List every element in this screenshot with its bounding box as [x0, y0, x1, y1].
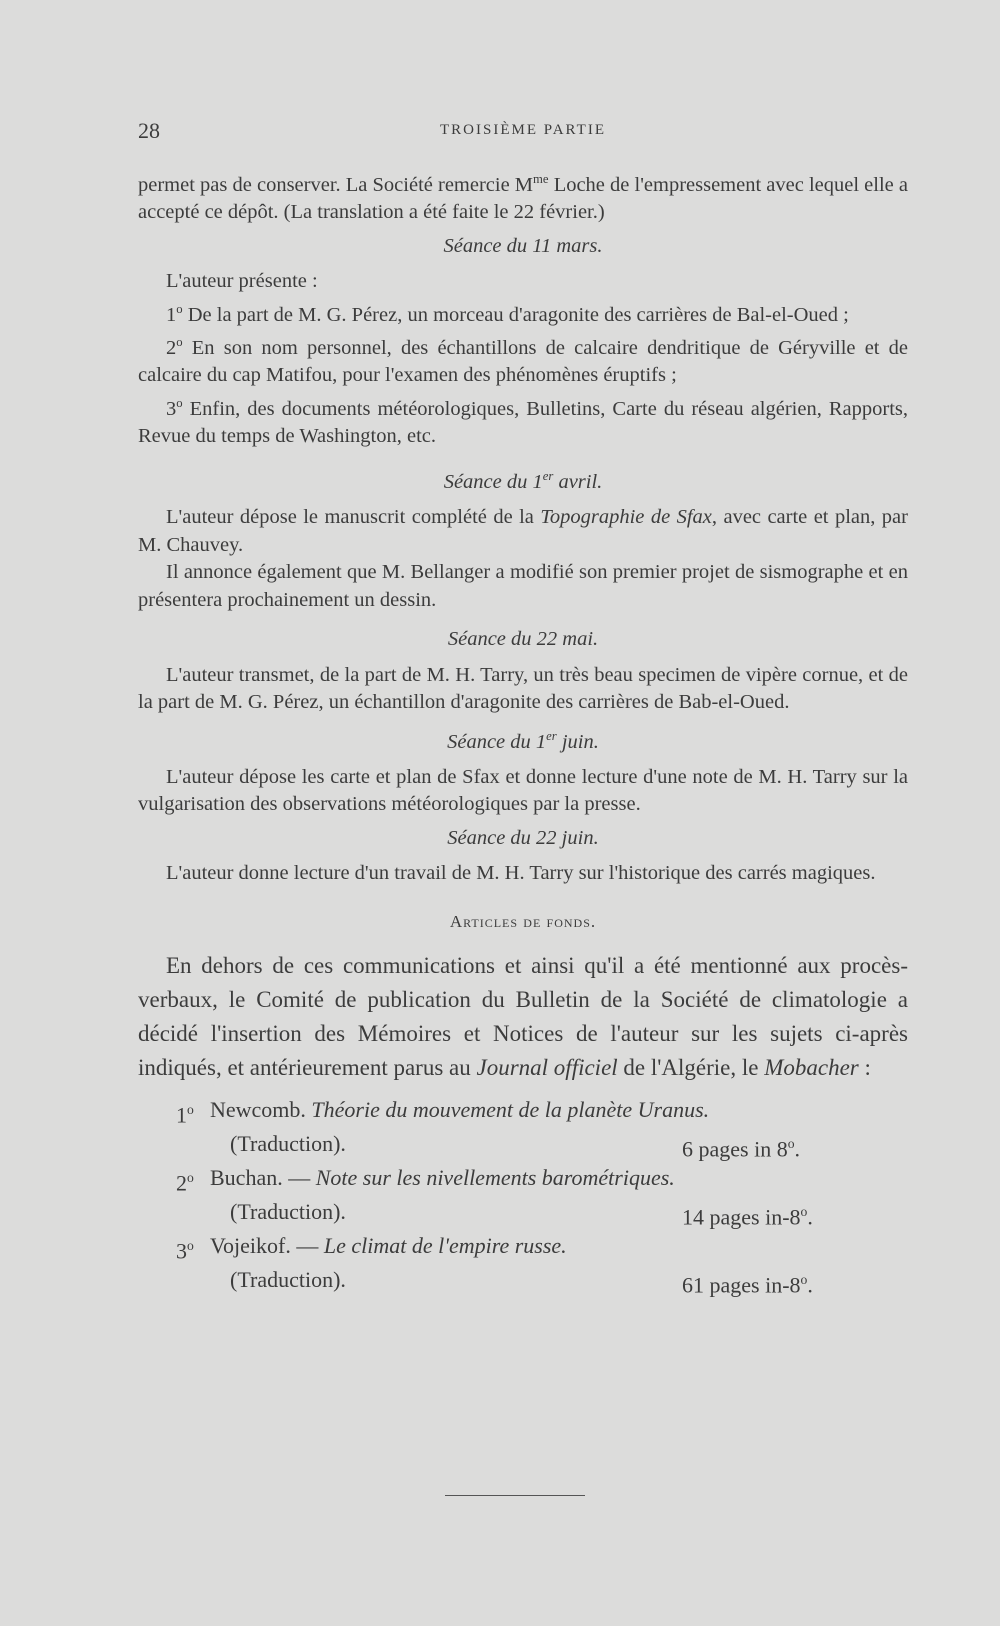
work-number: 2$^o$	[176, 1170, 194, 1196]
work-title: Théorie du mouvement de la planète Uranus.	[311, 1097, 710, 1123]
closing-rule	[445, 1495, 585, 1496]
paragraph: Il annonce également que M. Bellanger a modifié son premier projet de sismographe et en présentera prochainement un dessin.	[138, 561, 908, 611]
item-number: 1	[166, 303, 177, 326]
superscript: o	[176, 301, 183, 316]
paragraph	[138, 504, 908, 559]
paragraph-continuation	[138, 166, 908, 227]
superscript: o	[176, 335, 183, 350]
work-number: 3$^o$	[176, 1238, 194, 1264]
text: Séance du 1	[447, 730, 547, 753]
work-note: (Traduction).	[230, 1199, 346, 1225]
superscript: er	[542, 468, 554, 483]
italic-title: Topographie de Sfax	[540, 506, 712, 529]
work-item	[138, 1161, 908, 1195]
work-title-line: Vojeikof. — Le climat de l'empire russe.	[210, 1233, 567, 1259]
paragraph-large	[138, 949, 908, 1085]
seance-heading: Séance du 11 mars.	[443, 234, 603, 257]
item-text: En son nom personnel, des échantillons de calcaire dendritique de Géryville et de calcaire du cap Matifou, pour l'examen des phénomènes éruptifs ;	[138, 336, 908, 387]
work-title-line: Buchan. — Note sur les nivellements barométriques.	[210, 1165, 675, 1191]
works-list	[138, 1093, 908, 1297]
work-detail	[138, 1127, 908, 1161]
work-detail	[138, 1263, 908, 1297]
text: Séance du 1	[443, 470, 543, 493]
italic-title: Journal officiel	[476, 1055, 618, 1081]
work-number: 1$^o$	[176, 1102, 194, 1128]
work-pages: 14 pages in-8$^o$.	[682, 1204, 813, 1230]
superscript: er	[546, 728, 557, 743]
work-item	[138, 1229, 908, 1263]
enumerated-item	[138, 390, 908, 451]
work-author: Newcomb.	[210, 1097, 306, 1123]
text: avril.	[553, 470, 603, 493]
seance-heading: Séance du 22 juin.	[447, 826, 599, 849]
text: En dehors de ces communications et ainsi qu'il a été mentionné aux procès-verbaux, le Comité de publication du Bulletin de la Société de climatologie a décidé l'insertion des Mémoires et Notices de l'auteur sur les sujets ci-après indiqués, et antérieurement parus au	[138, 953, 908, 1081]
text: permet pas de conserver. La Société remercie M	[138, 173, 534, 196]
page-body	[138, 166, 908, 1297]
work-note: (Traduction).	[230, 1267, 346, 1293]
enumerated-item	[138, 329, 908, 390]
seance-heading: Séance du 22 mai.	[447, 628, 599, 651]
work-item	[138, 1093, 908, 1127]
superscript: me	[533, 172, 549, 186]
item-number: 3	[166, 397, 177, 420]
italic-title: Mobacher	[764, 1055, 859, 1081]
work-author: Vojeikof.	[210, 1233, 291, 1259]
work-pages: 6 pages in 8$^o$.	[682, 1136, 801, 1162]
work-title: Note sur les nivellements barométriques.	[315, 1165, 675, 1191]
text: Loche de l'empressement avec lequel elle a accepté ce dépôt. (La translation a été faite le 22 février.)	[138, 173, 908, 224]
work-author: Buchan.	[210, 1165, 283, 1191]
work-detail	[138, 1195, 908, 1229]
text: :	[858, 1055, 871, 1081]
running-head: TROISIÈME PARTIE	[440, 122, 606, 138]
item-text: Enfin, des documents météorologiques, Bulletins, Carte du réseau algérien, Rapports, Revue du temps de Washington, etc.	[138, 397, 908, 448]
work-pages: 61 pages in-8$^o$.	[682, 1272, 813, 1298]
page-number: 28	[138, 118, 160, 143]
paragraph: L'auteur donne lecture d'un travail de M. H. Tarry sur l'historique des carrés magiques.	[166, 862, 876, 885]
seance-heading	[138, 463, 908, 496]
superscript: o	[176, 395, 183, 410]
work-note: (Traduction).	[230, 1131, 346, 1157]
text: de l'Algérie, le	[617, 1055, 765, 1081]
section-title: Articles de fonds.	[449, 911, 597, 931]
paragraph: L'auteur transmet, de la part de M. H. Tarry, un très beau specimen de vipère cornue, et de la part de M. G. Pérez, un échantillon d'aragonite des carrières de Bab-el-Oued.	[138, 663, 908, 714]
seance-heading	[138, 723, 908, 756]
item-number: 2	[166, 336, 177, 359]
text: L'auteur dépose le manuscrit complété de la	[166, 506, 541, 529]
work-title-line	[210, 1093, 709, 1127]
enumerated-item	[138, 296, 908, 329]
work-title: Le climat de l'empire russe.	[323, 1233, 567, 1259]
item-text: De la part de M. G. Pérez, un morceau d'aragonite des carrières de Bal-el-Oued ;	[182, 303, 849, 326]
page-header	[138, 118, 908, 148]
text: juin.	[556, 730, 599, 753]
paragraph: L'auteur dépose les carte et plan de Sfax et donne lecture d'une note de M. H. Tarry sur la vulgarisation des observations météorologiques par la presse.	[138, 765, 908, 816]
paragraph: L'auteur présente :	[166, 270, 318, 293]
text: , avec carte et plan, par M. Chauvey.	[138, 506, 908, 556]
